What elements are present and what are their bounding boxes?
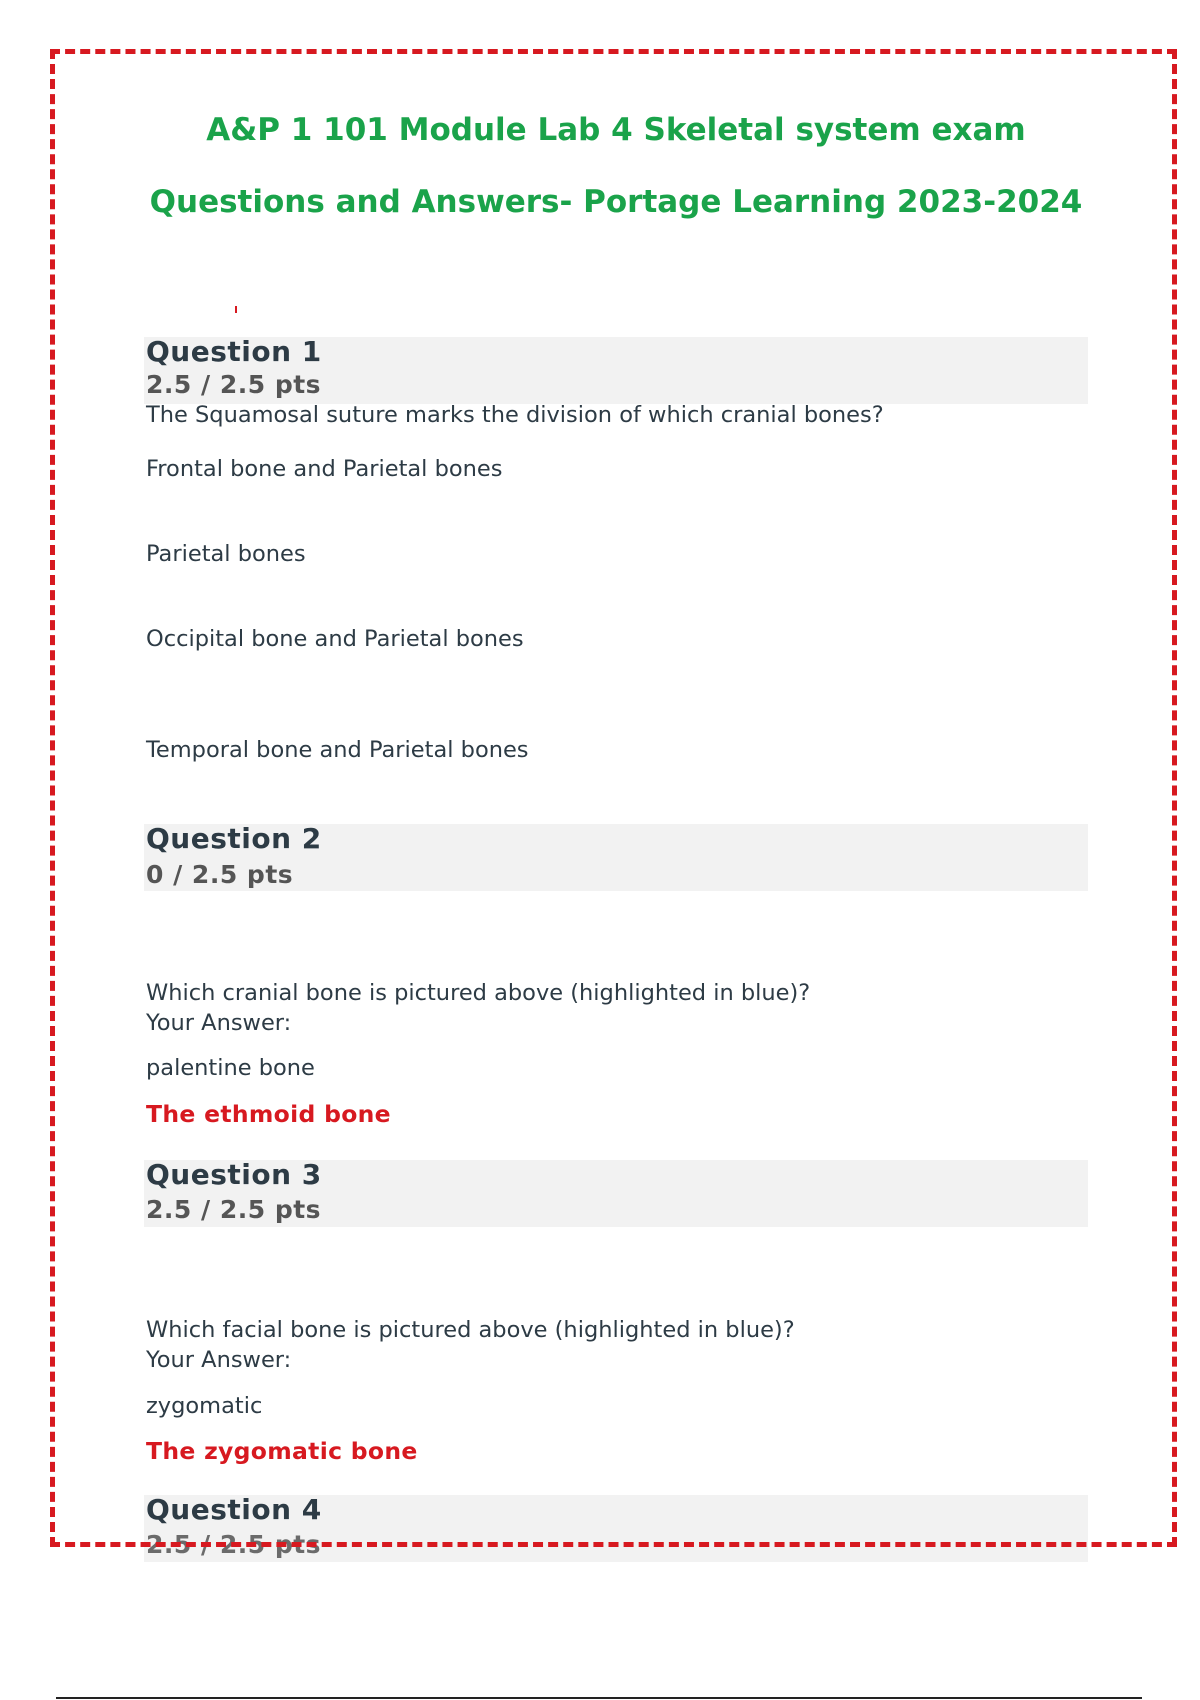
question-3-prompt: Which facial bone is pictured above (highlighted in blue)? xyxy=(146,1317,795,1343)
question-4-title: Question 4 xyxy=(146,1493,322,1526)
question-3-correct-answer: The zygomatic bone xyxy=(146,1437,418,1465)
question-1-points: 2.5 / 2.5 pts xyxy=(146,370,322,399)
document-title-line-1: A&P 1 101 Module Lab 4 Skeletal system exam xyxy=(206,112,1026,148)
question-3-your-answer: zygomatic xyxy=(146,1393,263,1419)
question-1-title: Question 1 xyxy=(146,335,322,368)
question-1-option-1[interactable]: Frontal bone and Parietal bones xyxy=(146,456,503,482)
red-mark xyxy=(235,306,237,313)
question-3-points: 2.5 / 2.5 pts xyxy=(146,1195,322,1224)
question-4-points: 2.5 / 2.5 pts xyxy=(146,1530,322,1559)
question-1-option-3[interactable]: Occipital bone and Parietal bones xyxy=(146,626,524,652)
question-1-option-4[interactable]: Temporal bone and Parietal bones xyxy=(146,737,529,763)
question-2-points: 0 / 2.5 pts xyxy=(146,860,294,889)
question-1-option-2[interactable]: Parietal bones xyxy=(146,541,306,567)
question-2-correct-answer: The ethmoid bone xyxy=(146,1100,391,1128)
question-2-your-answer: palentine bone xyxy=(146,1055,315,1081)
question-2-your-answer-label: Your Answer: xyxy=(146,1010,292,1036)
bottom-rule xyxy=(56,1697,1142,1699)
question-2-prompt: Which cranial bone is pictured above (highlighted in blue)? xyxy=(146,980,811,1006)
question-2-title: Question 2 xyxy=(146,822,322,855)
question-1-prompt: The Squamosal suture marks the division of which cranial bones? xyxy=(146,402,884,428)
question-3-title: Question 3 xyxy=(146,1158,322,1191)
question-3-your-answer-label: Your Answer: xyxy=(146,1347,292,1373)
document-title-line-2: Questions and Answers- Portage Learning 2023-2024 xyxy=(149,184,1083,220)
